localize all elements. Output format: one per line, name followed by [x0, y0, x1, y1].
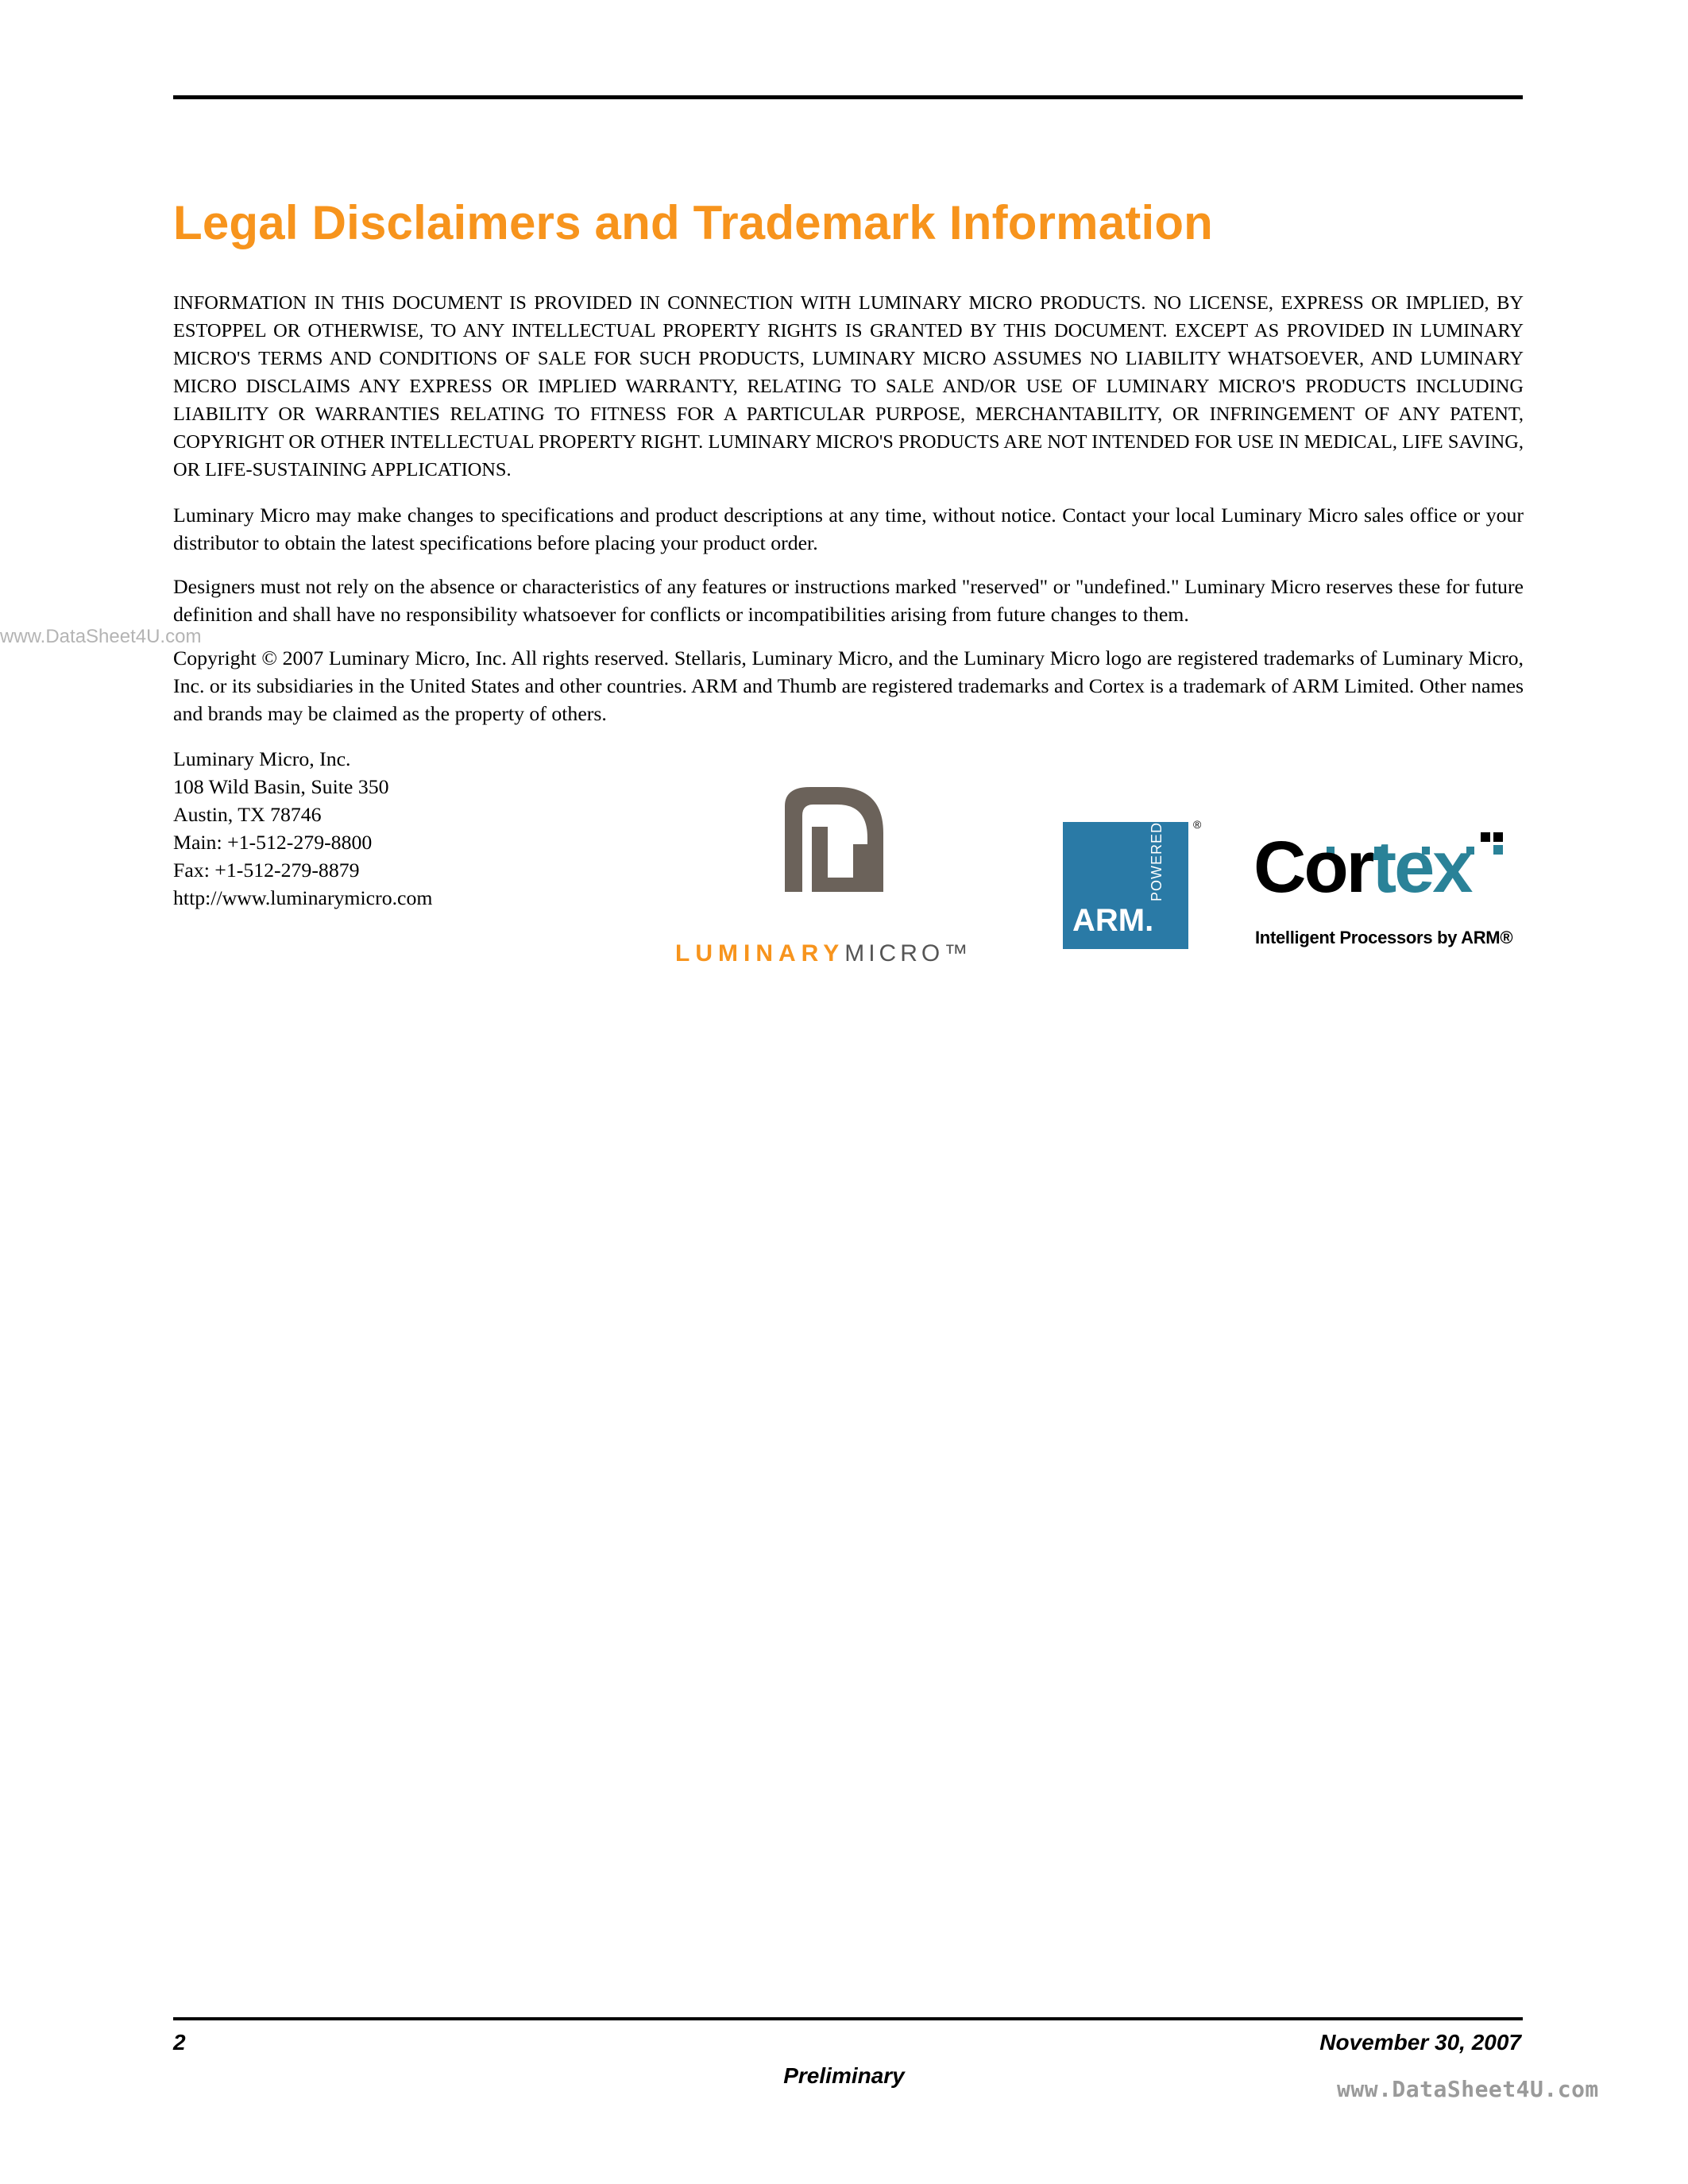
cortex-tagline: Intelligent Processors by ARM® [1255, 928, 1513, 947]
arm-logo-text: ARM. [1072, 903, 1154, 938]
disclaimer-body [173, 289, 1524, 743]
luminary-wordmark-light: MICRO™ [844, 940, 972, 967]
cortex-logo [1253, 827, 1471, 908]
disclaimer-paragraph-license: INFORMATION IN THIS DOCUMENT IS PROVIDED IN CONNECTION WITH LUMINARY MICRO PRODUCTS. NO LICENSE, EXPRESS OR IMPLIED, BY ESTOPPEL OR OTHERWISE, TO ANY INTELLECTUAL PROPERTY RIGHTS IS GRANTED BY THIS DOCUMENT. EXCEPT AS PROVIDED IN LUMINARY MICRO'S TERMS AND CONDITIONS OF SALE FOR SUCH PRODUCTS, LUMINARY MICRO ASSUMES NO LIABILITY WHATSOEVER, AND LUMINARY MICRO DISCLAIMS ANY EXPRESS OR IMPLIED WARRANTY, RELATING TO SALE AND/OR USE OF LUMINARY MICRO'S PRODUCTS INCLUDING LIABILITY OR WARRANTIES RELATING TO FITNESS FOR A PARTICULAR PURPOSE, MERCHANTABILITY, OR INFRINGEMENT OF ANY PATENT, COPYRIGHT OR OTHER INTELLECTUAL PROPERTY RIGHT. LUMINARY MICRO'S PRODUCTS ARE NOT INTENDED FOR USE IN MEDICAL, LIFE SAVING, OR LIFE-SUSTAINING APPLICATIONS. [173, 292, 1524, 480]
cortex-logo-dark: Cor [1253, 827, 1373, 908]
header-rule [173, 95, 1523, 99]
disclaimer-paragraph-reserved: Designers must not rely on the absence or characteristics of any features or instructions marked "reserved" or "undefined." Luminary Micro reserves these for future definition and shall have no responsibility whatsoever for conflicts or incompatibilities arising from future changes to them. [173, 575, 1524, 626]
luminary-micro-logo-icon [778, 782, 890, 898]
document-date: November 30, 2007 [1319, 2030, 1521, 2055]
address-main-phone: Main: +1-512-279-8800 [173, 831, 373, 854]
address-fax: Fax: +1-512-279-8879 [173, 859, 360, 882]
arm-powered-logo [1063, 822, 1188, 949]
luminary-micro-wordmark [675, 940, 971, 967]
address-website-link[interactable]: http://www.luminarymicro.com [173, 886, 433, 909]
page-title: Legal Disclaimers and Trademark Information [173, 196, 1214, 249]
watermark-right: www.DataSheet4U.com [1337, 2076, 1599, 2102]
address-company: Luminary Micro, Inc. [173, 747, 351, 770]
arm-powered-text: POWERED [1149, 821, 1165, 901]
address-street: 108 Wild Basin, Suite 350 [173, 775, 389, 798]
footer-rule [173, 2017, 1523, 2020]
watermark-left: www.DataSheet4U.com [0, 626, 202, 647]
cortex-logo-teal: tex [1372, 827, 1471, 908]
arm-registered-mark: ® [1193, 818, 1202, 831]
company-address [173, 745, 432, 912]
luminary-wordmark-bold: LUMINARY [675, 940, 845, 967]
copyright-paragraph: Copyright © 2007 Luminary Micro, Inc. All rights reserved. Stellaris, Luminary Micro, and the Luminary Micro logo are registered trademarks of Luminary Micro, Inc. or its subsidiaries in the United States and other countries. ARM and Thumb are registered trademarks and Cortex is a trademark of ARM Limited. Other names and brands may be claimed as the property of others. [173, 646, 1524, 725]
document-status: Preliminary [783, 2063, 905, 2088]
address-city: Austin, TX 78746 [173, 803, 322, 826]
page-number: 2 [173, 2030, 186, 2055]
disclaimer-paragraph-changes: Luminary Micro may make changes to specifications and product descriptions at any time, without notice. Contact your local Luminary Micro sales office or your distributor to obtain the latest specifications before placing your product order. [173, 504, 1524, 554]
